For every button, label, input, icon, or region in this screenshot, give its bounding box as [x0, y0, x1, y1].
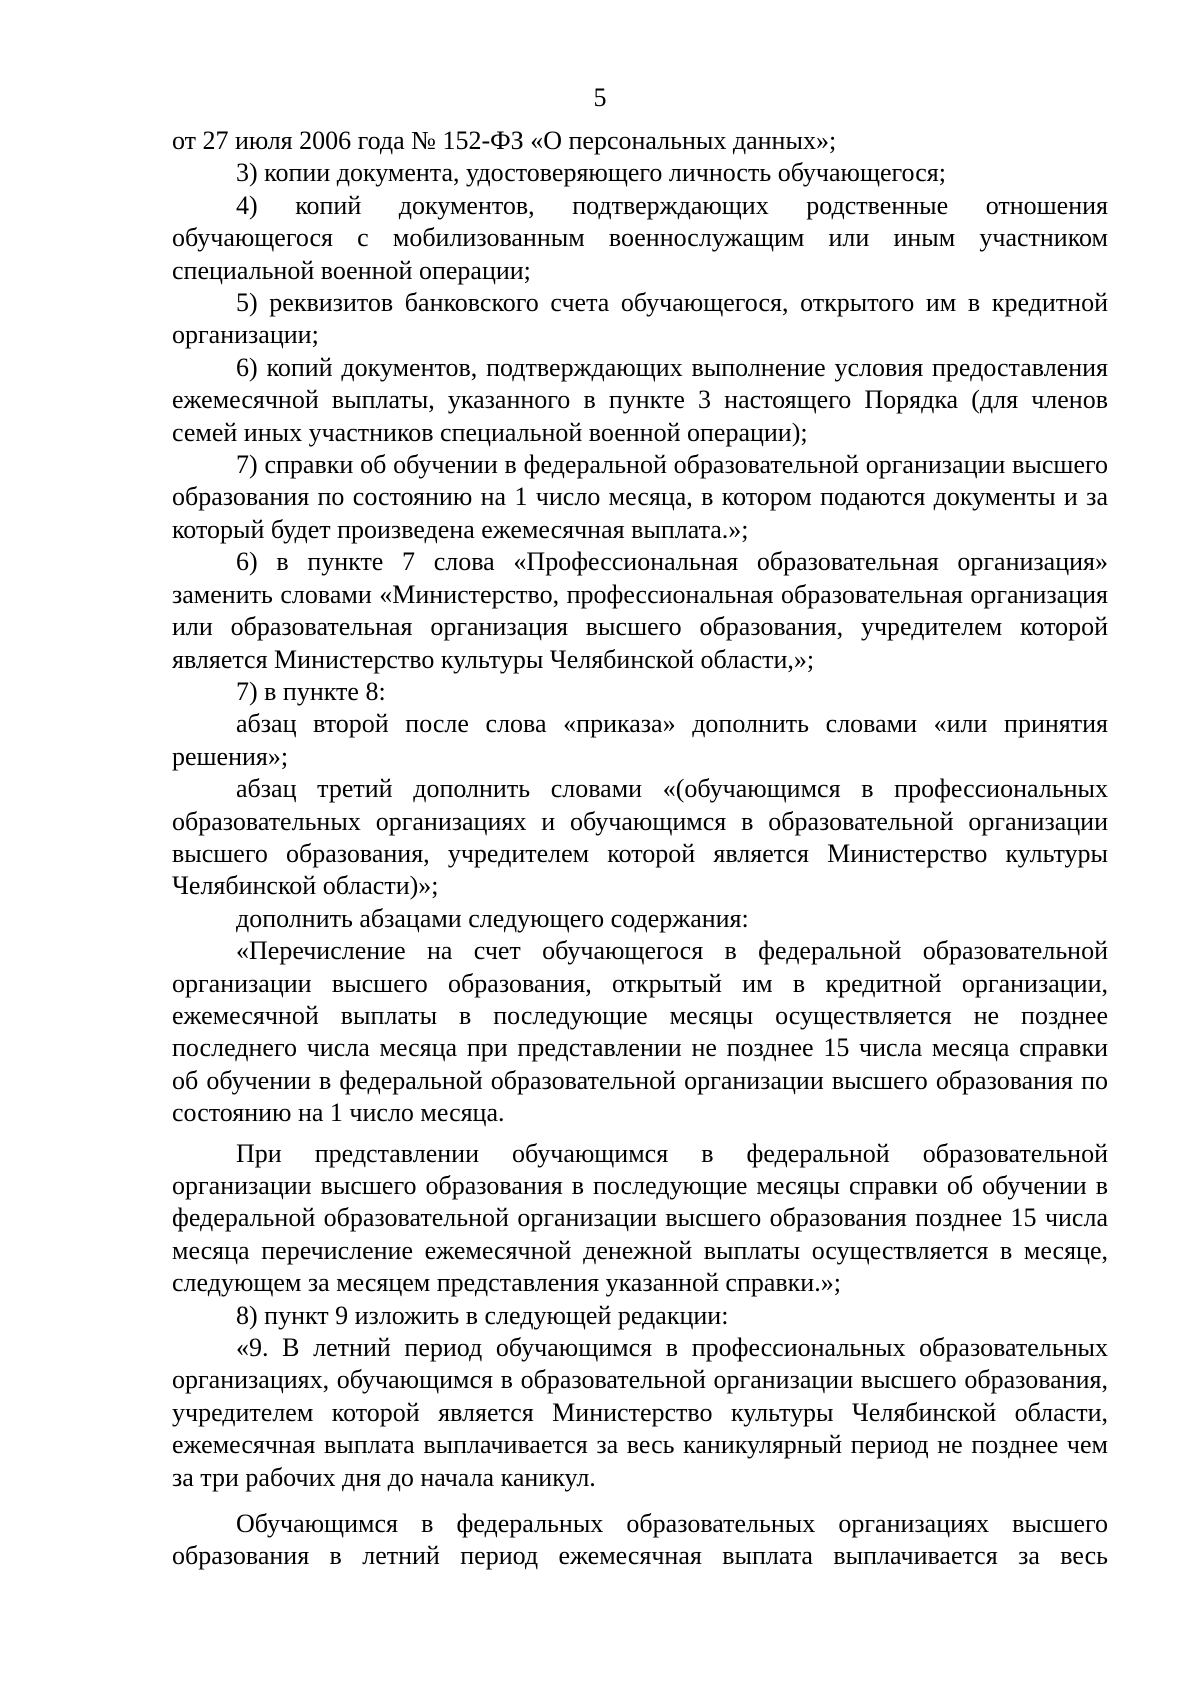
paragraph-5: 6) копий документов, подтверждающих выполнение условия предоставления ежемесячной выплаты, указанного в пункте 3 настоящего Порядка (для членов семей иных участников специальной военной операции); [172, 352, 1108, 447]
page-number: 5 [593, 83, 607, 112]
paragraph-7: 6) в пункте 7 слова «Профессиональная образовательная организация» заменить словами «Министерство, профессиональная образовательная организация или образовательная организация высшего образования, учредителем которой является Министерство культуры Челябинской области,»; [172, 547, 1108, 674]
paragraph-11: дополнить абзацами следующего содержания: [236, 903, 749, 933]
paragraph-12: «Перечисление на счет обучающегося в федеральной образовательной организации высшего образования, открытый им в кредитной организации, ежемесячной выплаты в последующие месяцы осуществляется не позднее последнего числа месяца при представлении не позднее 15 числа месяца справки об обучении в федеральной образовательной организации высшего образования по состоянию на 1 число месяца. [172, 936, 1108, 1128]
document-body [172, 125, 1108, 1573]
paragraph-16: Обучающимся в федеральных образовательных организациях высшего образования в летний период ежемесячная выплата выплачивается за весь [172, 1509, 1108, 1571]
paragraph-3: 4) копий документов, подтверждающих родственные отношения обучающегося с мобилизованным военнослужащим или иным участником специальной военной операции; [172, 190, 1108, 285]
paragraph-8: 7) в пункте 8: [236, 676, 386, 706]
paragraph-2: 3) копии документа, удостоверяющего личность обучающегося; [236, 158, 946, 188]
paragraph-13: При представлении обучающимся в федеральной образовательной организации высшего образования в последующие месяцы справки об обучении в федеральной образовательной организации высшего образования позднее 15 числа месяца перечисление ежемесячной денежной выплаты осуществляется в месяце, следующем за месяцем представления указанной справки.»; [172, 1138, 1108, 1298]
paragraph-10: абзац третий дополнить словами «(обучающимся в профессиональных образовательных организациях и обучающимся в образовательной организации высшего образования, учредителем которой является Министерство культуры Челябинской области)»; [172, 774, 1108, 901]
paragraph-6: 7) справки об обучении в федеральной образовательной организации высшего образования по состоянию на 1 число месяца, в котором подаются документы и за который будет произведена ежемесячная выплата.»; [172, 450, 1108, 544]
paragraph-14: 8) пункт 9 изложить в следующей редакции: [236, 1300, 729, 1330]
paragraph-9: абзац второй после слова «приказа» дополнить словами «или принятия решения»; [172, 709, 1108, 771]
paragraph-4: 5) реквизитов банковского счета обучающегося, открытого им в кредитной организации; [172, 288, 1108, 350]
paragraph-1: от 27 июля 2006 года № 152-ФЗ «О персональных данных»; [172, 126, 837, 155]
paragraph-15: «9. В летний период обучающимся в профессиональных образовательных организациях, обучающимся в образовательной организации высшего образования, учредителем которой является Министерство культуры Челябинской области, ежемесячная выплата выплачивается за весь каникулярный период не позднее чем за три рабочих дня до начала каникул. [172, 1333, 1108, 1492]
